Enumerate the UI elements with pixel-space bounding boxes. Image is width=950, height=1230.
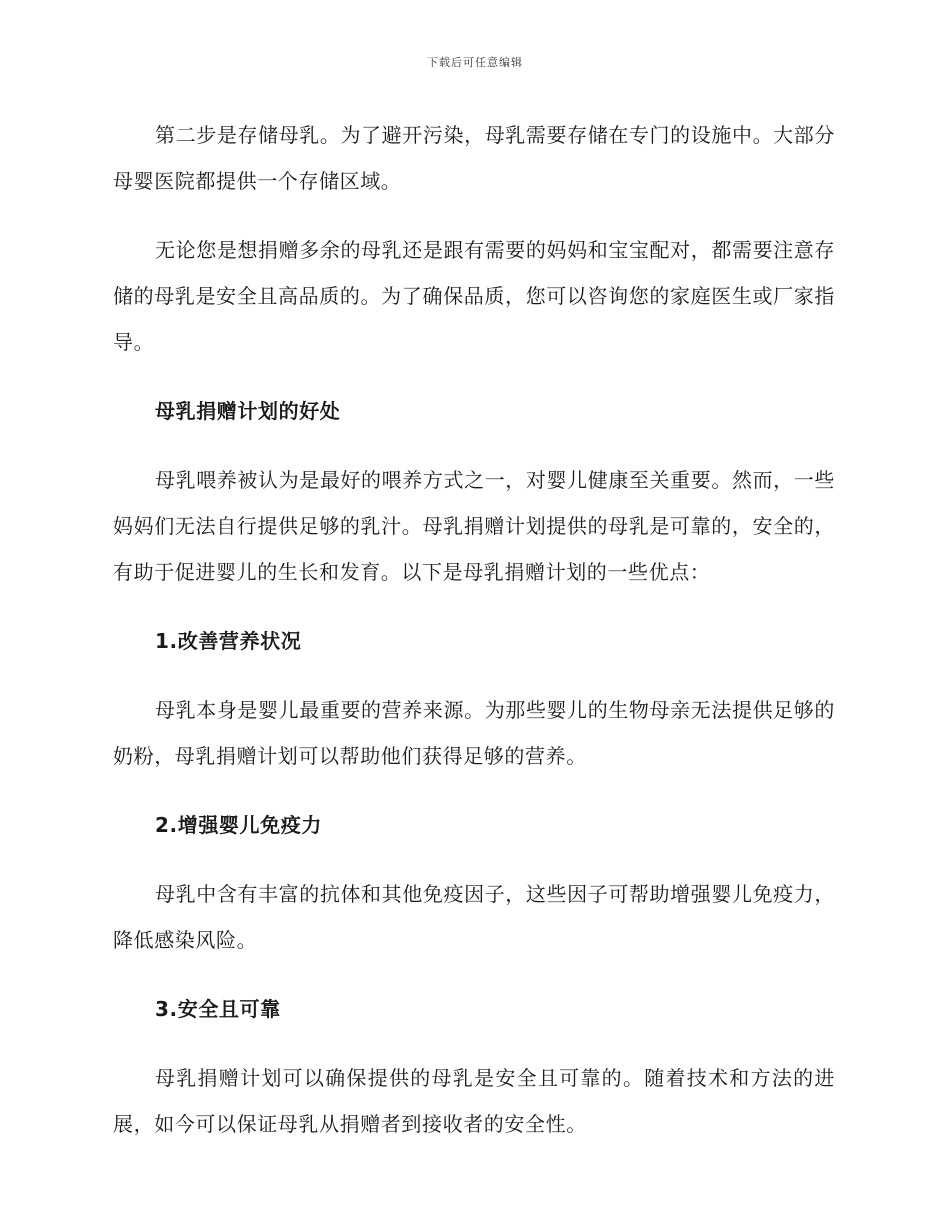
paragraph-benefits-intro: 母乳喂养被认为是最好的喂养方式之一，对婴儿健康至关重要。然而，一些妈妈们无法自行提供足够的乳汁。母乳捐赠计划提供的母乳是可靠的，安全的，有助于促进婴儿的生长和发育。以下是母乳捐赠计划的一些优点： [113, 468, 835, 584]
section-heading-benefits: 母乳捐赠计划的好处 [155, 399, 341, 423]
page-header: 下载后可任意编辑 [427, 56, 523, 69]
paragraph-immunity: 母乳中含有丰富的抗体和其他免疫因子，这些因子可帮助增强婴儿免疫力，降低感染风险。 [113, 882, 835, 952]
paragraph-safety: 母乳捐赠计划可以确保提供的母乳是安全且可靠的。随着技术和方法的进展，如今可以保证母乳从捐赠者到接收者的安全性。 [113, 1066, 835, 1136]
subheading-nutrition: 1.改善营养状况 [155, 629, 302, 653]
paragraph-storage: 第二步是存储母乳。为了避开污染，母乳需要存储在专门的设施中。大部分母婴医院都提供一个存储区域。 [113, 123, 835, 193]
paragraph-nutrition: 母乳本身是婴儿最重要的营养来源。为那些婴儿的生物母亲无法提供足够的奶粉，母乳捐赠计划可以帮助他们获得足够的营养。 [113, 698, 835, 768]
subheading-safety: 3.安全且可靠 [155, 997, 281, 1021]
paragraph-quality: 无论您是想捐赠多余的母乳还是跟有需要的妈妈和宝宝配对，都需要注意存储的母乳是安全且高品质的。为了确保品质，您可以咨询您的家庭医生或厂家指导。 [113, 238, 835, 354]
subheading-immunity: 2.增强婴儿免疫力 [155, 813, 322, 837]
document-body [113, 112, 835, 1170]
